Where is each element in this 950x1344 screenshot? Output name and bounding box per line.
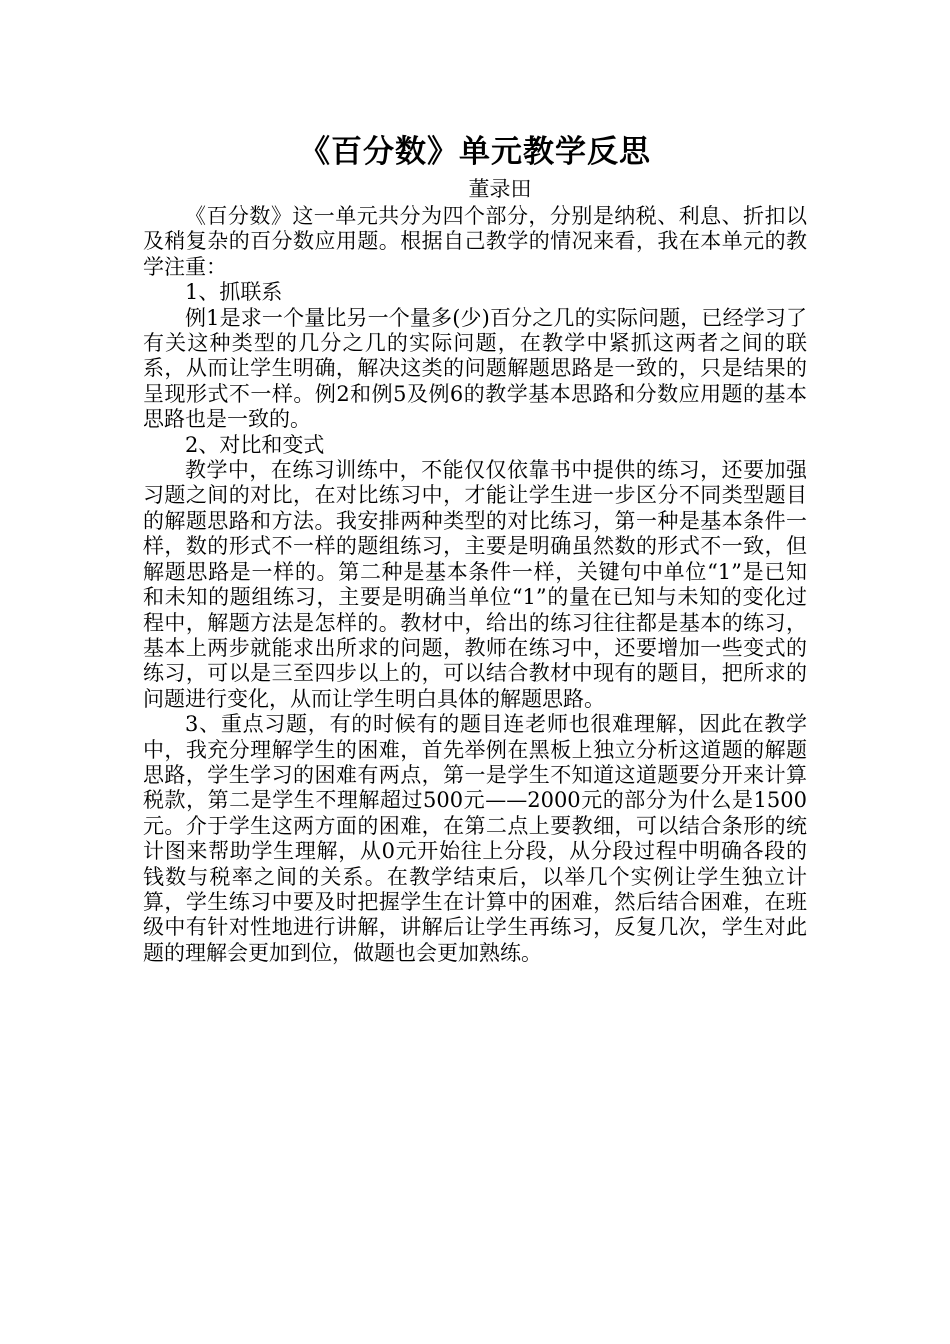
author-name: 董录田 xyxy=(468,177,532,201)
section-1-paragraph: 例1是求一个量比另一个量多(少)百分之几的实际问题，已经学习了有关这种类型的几分之几的实际问题，在教学中紧抓这两者之间的联系，从而让学生明确，解决这类的问题解题思路是一致的，只是结果的呈现形式不一样。例2和例5及例6的教学基本思路和分数应用题的基本思路也是一致的。 xyxy=(143,305,807,432)
document-title: 《百分数》单元教学反思 xyxy=(299,134,651,170)
intro-paragraph: 《百分数》这一单元共分为四个部分，分别是纳税、利息、折扣以及稍复杂的百分数应用题。根据自己教学的情况来看，我在本单元的教学注重： xyxy=(143,204,807,279)
document-page xyxy=(143,130,807,966)
section-2-heading: 2、对比和变式 xyxy=(185,432,325,457)
section-1-heading: 1、抓联系 xyxy=(185,280,283,305)
section-2-paragraph: 教学中，在练习训练中，不能仅仅依靠书中提供的练习，还要加强习题之间的对比，在对比练习中，才能让学生进一步区分不同类型题目的解题思路和方法。我安排两种类型的对比练习，第一种是基本条件一样，数的形式不一样的题组练习，主要是明确虽然数的形式不一致，但解题思路是一样的。第二种是基本条件一样，关键句中单位“1”是已知和未知的题组练习，主要是明确当单位“1”的量在已知与未知的变化过程中，解题方法是怎样的。教材中，给出的练习往往都是基本的练习，基本上两步就能求出所求的问题，教师在练习中，还要增加一些变式的练习，可以是三至四步以上的，可以结合教材中现有的题目，把所求的问题进行变化，从而让学生明白具体的解题思路。 xyxy=(143,458,807,711)
section-3-paragraph: 3、重点习题，有的时候有的题目连老师也很难理解，因此在教学中，我充分理解学生的困难，首先举例在黑板上独立分析这道题的解题思路，学生学习的困难有两点，第一是学生不知道这道题要分开来计算税款，第二是学生不理解超过500元——2000元的部分为什么是1500元。介于学生这两方面的困难，在第二点上要教细，可以结合条形的统计图来帮助学生理解，从0元开始往上分段，从分段过程中明确各段的钱数与税率之间的关系。在教学结束后，以举几个实例让学生独立计算，学生练习中要及时把握学生在计算中的困难，然后结合困难，在班级中有针对性地进行讲解，讲解后让学生再练习，反复几次，学生对此题的理解会更加到位，做题也会更加熟练。 xyxy=(143,712,807,965)
